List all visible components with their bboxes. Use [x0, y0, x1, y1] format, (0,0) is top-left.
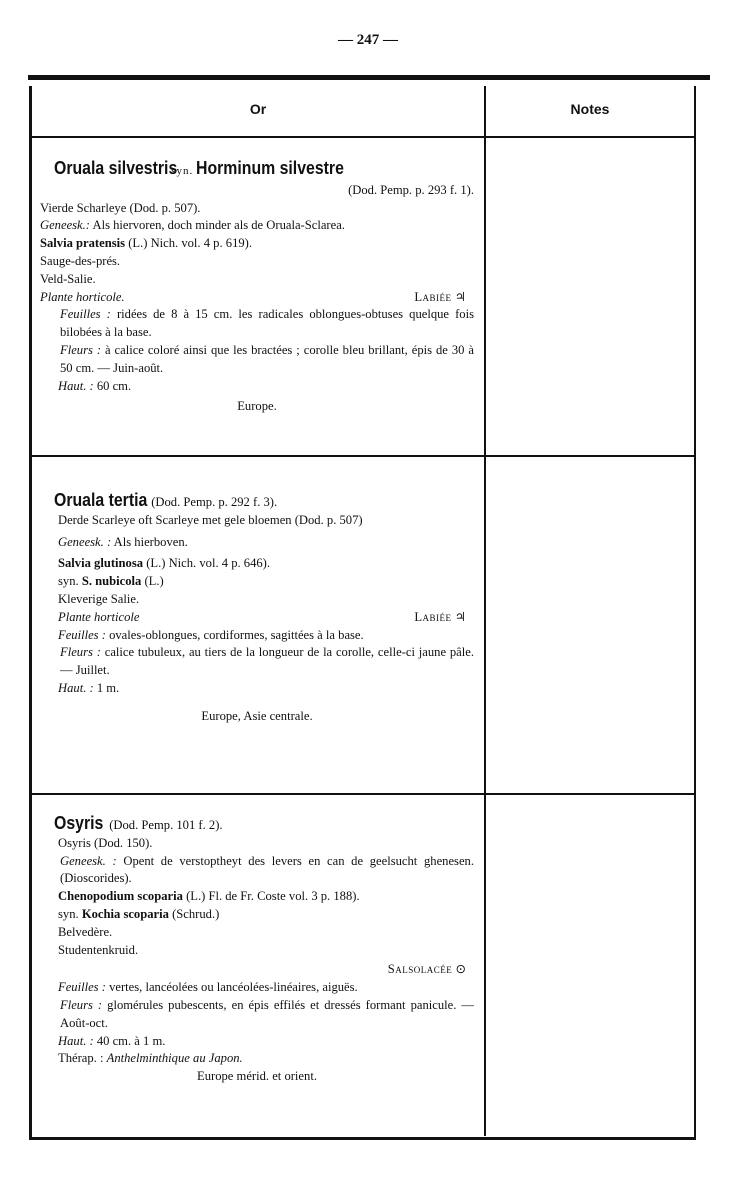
perennial-symbol-icon: ♃ [454, 609, 466, 624]
table-top-rule [28, 75, 710, 80]
haut-value: 60 cm. [96, 378, 132, 393]
haut-label: Haut. : [58, 680, 94, 695]
species-line [40, 235, 474, 253]
region: Europe, Asie centrale. [201, 708, 313, 723]
page-number: — 247 — [338, 32, 398, 48]
syn-word: syn. [58, 906, 79, 921]
entry-ref: (Dod. Pemp. p. 292 f. 3). [151, 495, 278, 509]
syn-ref: (L.) [144, 574, 164, 589]
geneesk-line [40, 534, 474, 552]
species-name: Chenopodium scoparia [58, 889, 183, 904]
fleurs-desc: glomérules pubescents, en épis effilés et dressés formant panicule. — Août-oct. [60, 997, 475, 1030]
species-line [40, 555, 474, 573]
therap-line [40, 1050, 474, 1068]
entry-oruala-tertia [40, 489, 474, 726]
feuilles-desc: ovales-oblongues, cordiformes, sagittées à la base. [109, 627, 364, 642]
column-header-main: Or [249, 101, 267, 117]
fleurs-text [40, 997, 474, 1033]
family-group [414, 289, 474, 307]
species-ref: (L.) Nich. vol. 4 p. 619). [128, 236, 253, 251]
entry-osyris [40, 812, 474, 1086]
geneesk-line [40, 853, 474, 889]
fleurs-desc: calice tubuleux, au tiers de la longueur de la corolle, celle-ci jaune pâle. — Juillet. [60, 645, 474, 678]
entry-name: Osyris [54, 813, 104, 833]
entry-name: Oruala silvestris [54, 158, 178, 178]
perennial-symbol-icon: ♃ [454, 289, 466, 304]
family-name: Labiée [414, 289, 452, 304]
feuilles-text [40, 306, 474, 342]
haut-line [40, 378, 474, 396]
feuilles-desc: ridées de 8 à 15 cm. les radicales oblongues-obtuses quelque fois bilobées à la base. [60, 307, 474, 340]
species-ref: (L.) Fl. de Fr. Coste vol. 3 p. 188). [186, 889, 360, 904]
fleurs-label: Fleurs : [60, 997, 103, 1012]
species-ref: (L.) Nich. vol. 4 p. 646). [146, 556, 271, 571]
family-group [40, 961, 474, 979]
therap-label: Thérap. : [58, 1051, 104, 1066]
entry-title-line [40, 157, 474, 181]
entry-divider-1 [32, 455, 694, 457]
haut-value: 40 cm. à 1 m. [96, 1033, 166, 1048]
feuilles-text [40, 627, 474, 645]
species-name: Salvia glutinosa [58, 556, 144, 571]
plante-line [40, 609, 474, 627]
feuilles-label: Feuilles : [60, 307, 111, 322]
geneesk-label: Geneesk. : [58, 534, 112, 549]
geneesk-text: Als hierboven. [113, 534, 188, 549]
feuilles-label: Feuilles : [58, 980, 106, 995]
feuilles-label: Feuilles : [58, 627, 106, 642]
plante-type: Plante horticole. [40, 289, 125, 304]
column-header-notes: Notes [570, 101, 610, 117]
annual-symbol-icon: ⊙ [455, 962, 466, 977]
feuilles-text [40, 979, 474, 997]
name-fr: Sauge-des-prés. [40, 253, 121, 268]
syn-line [40, 906, 474, 924]
region: Europe. [237, 399, 277, 414]
species-line [40, 888, 474, 906]
entry-title-line [40, 489, 474, 512]
syn-name: Horminum silvestre [196, 158, 345, 178]
haut-label: Haut. : [58, 378, 94, 393]
name-nl: Kleverige Salie. [58, 591, 140, 606]
fleurs-text [40, 342, 474, 378]
fleurs-label: Fleurs : [60, 645, 101, 660]
entry-title-line [40, 812, 474, 835]
geneesk-text: Als hiervoren, doch minder als de Oruala-Sclarea. [92, 218, 345, 233]
haut-label: Haut. : [58, 1033, 94, 1048]
name-fr: Belvedère. [58, 924, 113, 939]
entry-divider-2 [32, 793, 694, 795]
fleurs-desc: à calice coloré ainsi que les bractées ; corolle bleu brillant, épis de 30 à 50 cm. — Juin-août. [60, 342, 474, 375]
haut-value: 1 m. [96, 680, 120, 695]
region: Europe mérid. et orient. [197, 1069, 317, 1084]
name-nl: Veld-Salie. [40, 271, 96, 286]
geneesk-line [40, 217, 474, 235]
entry-ref: (Dod. Pemp. 101 f. 2). [109, 818, 223, 832]
vernacular-name: Derde Scarleye oft Scarleye met gele bloemen (Dod. p. 507) [58, 512, 363, 527]
header-rule [32, 136, 694, 138]
species-name: Salvia pratensis [40, 236, 126, 251]
entry-ref: (Dod. Pemp. p. 293 f. 1). [348, 182, 474, 197]
geneesk-label: Geneesk.: [40, 218, 90, 233]
syn-word: syn. [58, 574, 79, 589]
plante-line [40, 289, 474, 307]
haut-line [40, 680, 474, 698]
geneesk-text: Opent de verstoptheyt des levers en can de geelsucht ghenesen. (Dioscorides). [60, 853, 474, 886]
syn-word: syn. [171, 165, 194, 177]
vernacular-name: Osyris (Dod. 150). [58, 835, 153, 850]
syn-species: S. nubicola [81, 574, 142, 589]
fleurs-label: Fleurs : [60, 342, 102, 357]
syn-line [40, 573, 474, 591]
feuilles-desc: vertes, lancéolées ou lancéolées-linéaires, aiguës. [109, 980, 358, 995]
column-divider [484, 86, 486, 1136]
name-nl: Studentenkruid. [58, 942, 139, 957]
haut-line [40, 1033, 474, 1051]
family-name: Salsolacée [387, 962, 453, 977]
fleurs-text [40, 644, 474, 680]
entry-name: Oruala tertia [54, 490, 148, 510]
vernacular-name: Vierde Scharleye (Dod. p. 507). [40, 200, 201, 215]
plante-type: Plante horticole [58, 609, 140, 624]
syn-ref: (Schrud.) [172, 906, 220, 921]
therap-text: Anthelminthique au Japon. [106, 1051, 243, 1066]
syn-species: Kochia scoparia [81, 906, 169, 921]
family-group [414, 609, 474, 627]
geneesk-label: Geneesk. : [60, 853, 117, 868]
family-name: Labiée [414, 609, 452, 624]
entry-oruala-silvestris [40, 157, 474, 416]
